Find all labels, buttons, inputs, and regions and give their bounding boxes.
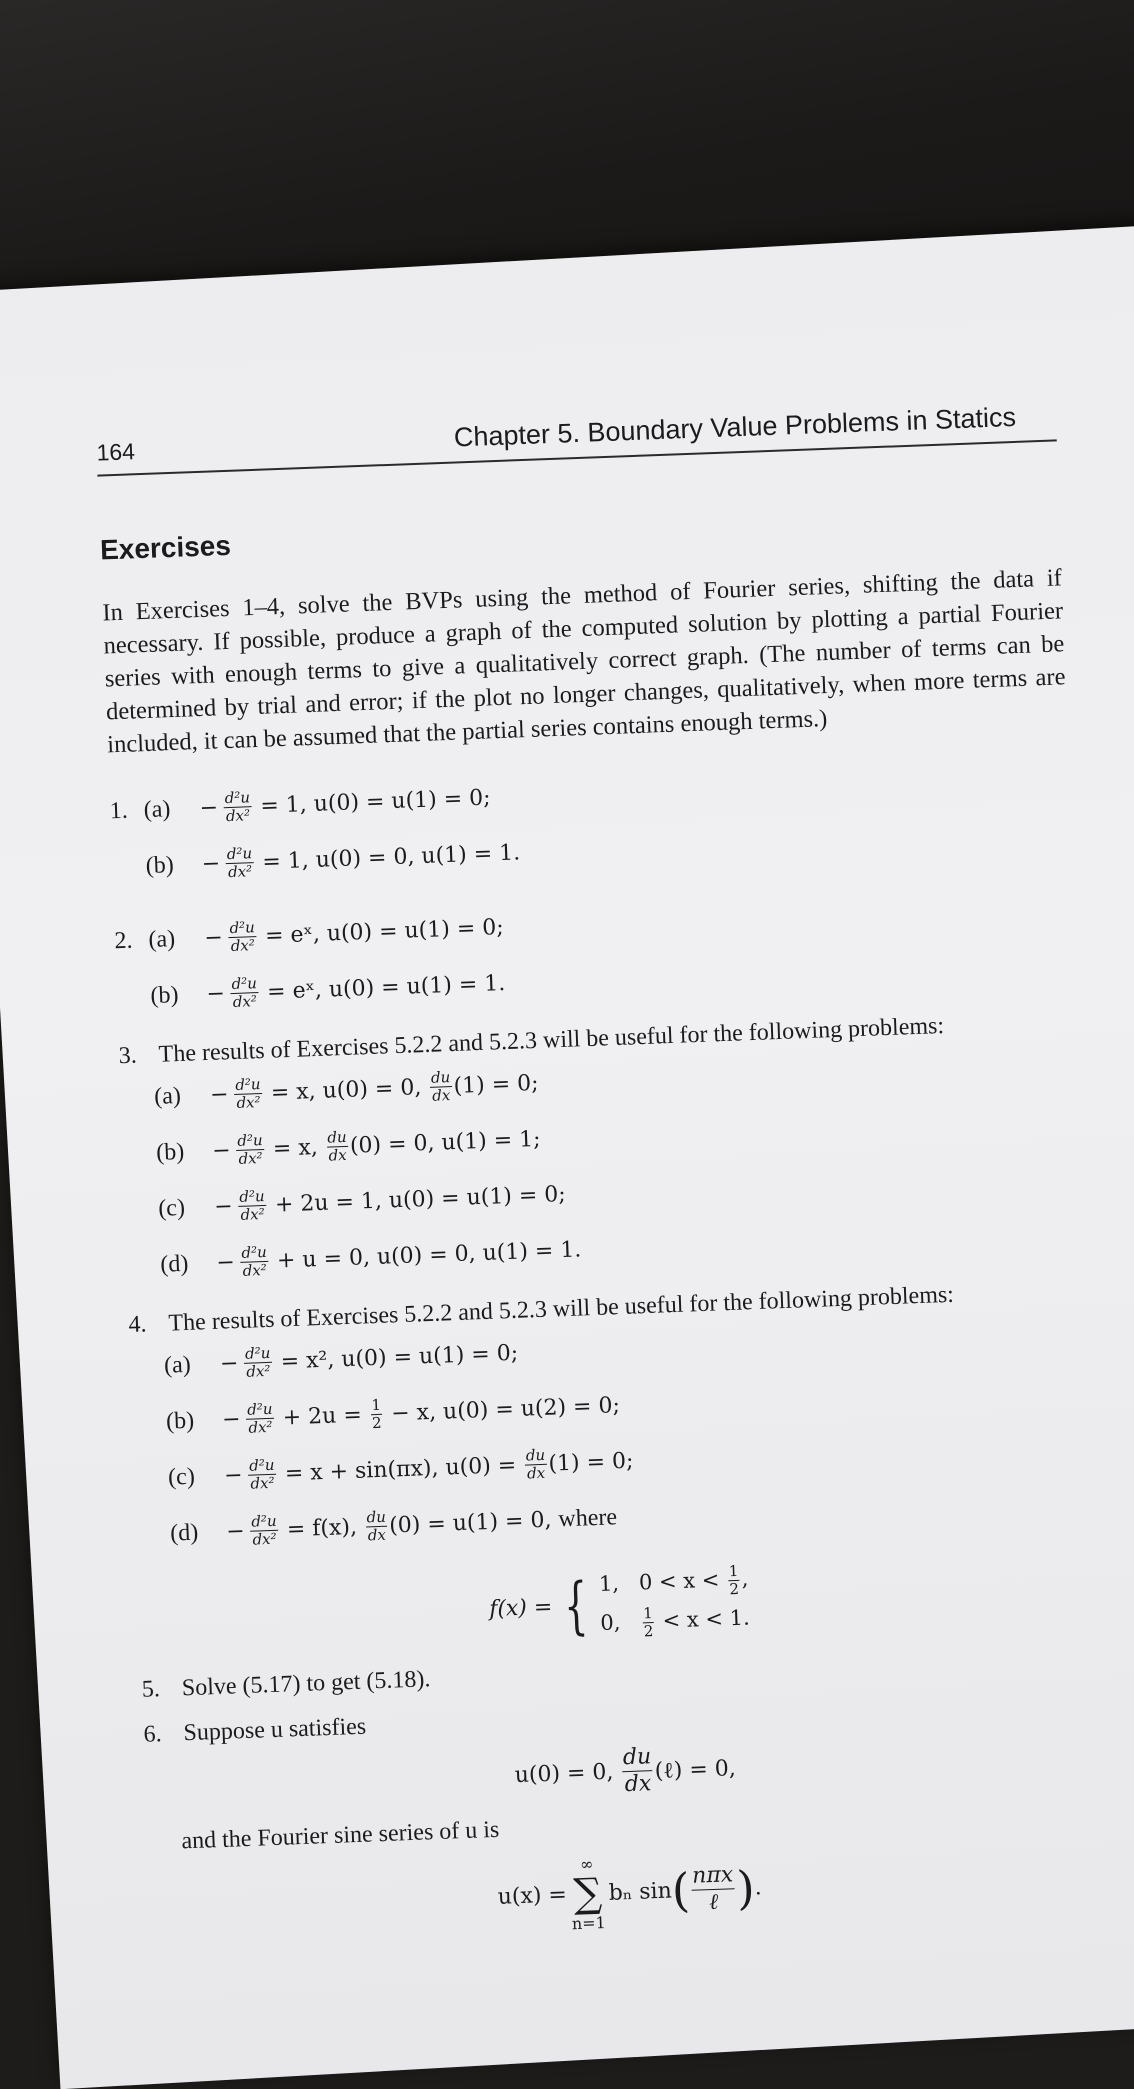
part-label: (a) xyxy=(163,1351,192,1379)
part-label: (a) xyxy=(153,1082,182,1110)
equation: − $\frac{\text{d²u}}{\text{dx²}}$ = x + sin(πx), u(0) = $\frac{du}{dx}$ (1) = 0; xyxy=(223,1445,634,1493)
equation: − $\frac{\text{d²u}}{\text{dx²}}$ = x, $\frac{du}{dx}$ (0) = 0, u(1) = 1; xyxy=(211,1126,542,1168)
exercise-text: The results of Exercises 5.2.2 and 5.2.3 will be useful for the following problems: xyxy=(168,1281,955,1337)
equation: − $\frac{\text{d²u}}{\text{dx²}}$ = 1, u(0) = u(1) = 0; xyxy=(199,784,491,825)
book-page xyxy=(0,222,1134,2089)
exercise-text: Suppose u satisfies xyxy=(183,1713,367,1747)
equation: − $\frac{\text{d²u}}{\text{dx²}}$ = x², u(0) = u(1) = 0; xyxy=(219,1340,519,1381)
equation: − $\frac{\text{d²u}}{\text{dx²}}$ + 2u = $\frac{1}{2}$ − x, u(0) = u(2) = 0; xyxy=(221,1392,621,1437)
part-label: (b) xyxy=(165,1407,195,1435)
equation: − $\frac{\text{d²u}}{\text{dx²}}$ = x, u(0) = 0, $\frac{du}{dx}$ (1) = 0; xyxy=(209,1067,539,1112)
page-content xyxy=(95,385,1111,1962)
case-1: 1, 0 < x < $\frac{1}{2}$ , xyxy=(598,1561,749,1599)
exercise-list xyxy=(109,748,1111,1948)
section-title: Exercises xyxy=(99,529,232,566)
exercise-1 xyxy=(109,748,1072,895)
page-number: 164 xyxy=(96,438,136,466)
equation: − $\frac{\text{d²u}}{\text{dx²}}$ + 2u = 1, u(0) = u(1) = 0; xyxy=(213,1181,567,1224)
part-label: (d) xyxy=(159,1250,189,1278)
part-label: (c) xyxy=(157,1194,186,1222)
exercise-text: The results of Exercises 5.2.2 and 5.2.3 will be useful for the following problems: xyxy=(158,1012,945,1068)
part-label: (b) xyxy=(155,1138,185,1166)
case-2: 0, $\frac{1}{2}$ < x < 1. xyxy=(599,1604,751,1641)
piecewise-function: f(x) = { 1, 0 < x < $\frac{1}{2}$ , 0, $\frac{1}{2}$ < x < 1. xyxy=(488,1561,751,1643)
exercise-3 xyxy=(118,1008,1087,1294)
exercise-2 xyxy=(113,878,1076,1025)
exercise-4 xyxy=(128,1277,1100,1659)
part-label: (b) xyxy=(150,981,179,1009)
exercise-number: 5. xyxy=(141,1676,161,1703)
exercise-number: 1. xyxy=(109,797,129,824)
exercise-text: Solve (5.17) to get (5.18). xyxy=(181,1666,431,1702)
piecewise-definition xyxy=(138,1550,1100,1659)
equation: − $\frac{\text{d²u}}{\text{dx²}}$ = 1, u(0) = 0, u(1) = 1. xyxy=(201,839,521,881)
boundary-conditions: u(0) = 0, $\frac{du}{dx}$ (ℓ) = 0, xyxy=(514,1744,737,1798)
piecewise-cases xyxy=(598,1563,750,1642)
exercise-number: 3. xyxy=(118,1042,138,1070)
equation: − $\frac{\text{d²u}}{\text{dx²}}$ = f(x), $\frac{du}{dx}$ (0) = u(1) = 0, where xyxy=(225,1503,618,1549)
exercise-6-statement-2: and the Fourier sine series of u is xyxy=(181,1816,500,1855)
equation: − $\frac{\text{d²u}}{\text{dx²}}$ = eˣ, u(0) = u(1) = 1. xyxy=(206,970,506,1011)
page-header xyxy=(95,385,1056,476)
exercise-number: 4. xyxy=(128,1311,148,1339)
part-label: (c) xyxy=(167,1463,196,1491)
chapter-title: Chapter 5. Boundary Value Problems in Statics xyxy=(453,401,1017,453)
exercises-intro: In Exercises 1–4, solve the BVPs using the method of Fourier series, shifting the data if necessary. If possible, produce a graph of the computed solution by plotting a partial Fourier series with enough terms to give a qualitatively correct graph. (The number of terms can be determined by trial and error; if the plot no longer changes, qualitatively, when more terms are included, it can be assumed that the partial series contains enough terms.) xyxy=(101,564,1066,759)
equation: − $\frac{\text{d²u}}{\text{dx²}}$ = eˣ, u(0) = u(1) = 0; xyxy=(203,914,505,955)
equation: − $\frac{\text{d²u}}{\text{dx²}}$ + u = 0, u(0) = 0, u(1) = 1. xyxy=(215,1236,582,1280)
exercise-number: 2. xyxy=(113,927,133,954)
part-label: (d) xyxy=(169,1519,199,1547)
summation: ∞ ∑ n=1 xyxy=(571,1854,607,1934)
part-label: (a) xyxy=(143,795,171,823)
fourier-sine-series: u(x) = ∞ ∑ n=1 bₙ sin ( $\frac{\text{nπx}}{\text{ℓ}}$ ) . xyxy=(497,1854,763,1934)
exercise-number: 6. xyxy=(143,1721,163,1748)
exercise-6 xyxy=(143,1687,1111,1949)
part-label: (b) xyxy=(145,851,175,879)
part-label: (a) xyxy=(147,925,176,953)
